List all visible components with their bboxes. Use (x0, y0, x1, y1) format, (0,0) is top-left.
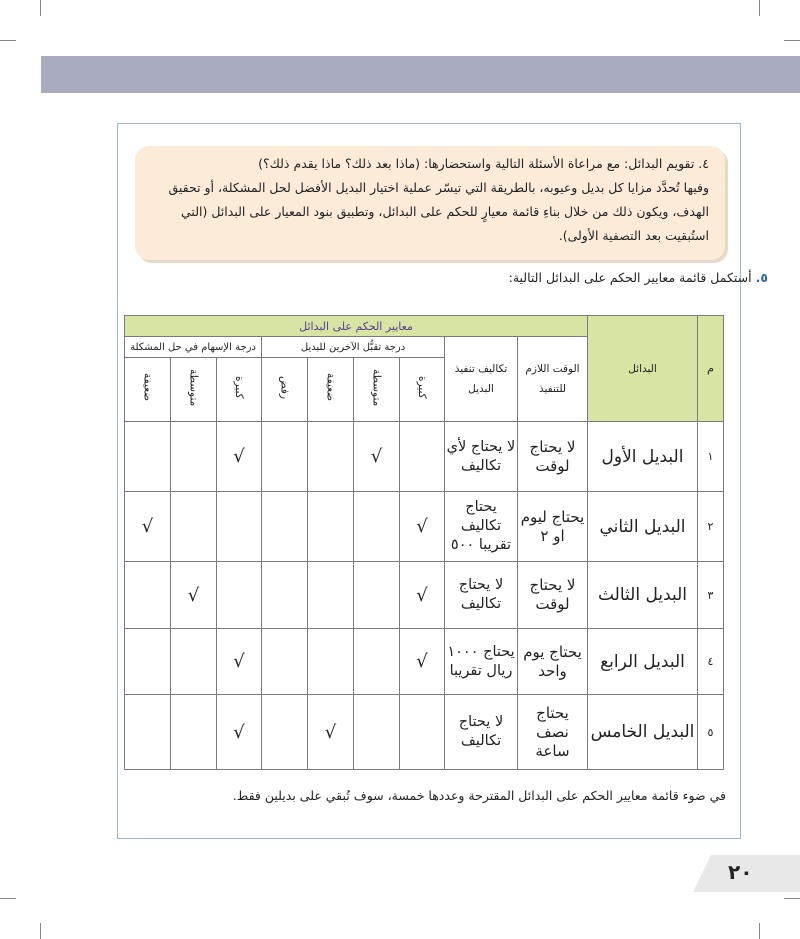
alternative-name: البديل الثاني (588, 492, 698, 562)
crop-mark (40, 0, 41, 16)
acceptance-cell[interactable] (262, 562, 308, 629)
cost-value[interactable]: يحتاج ١٠٠٠ ريال تقريبا (445, 629, 518, 695)
row-number: ٥ (698, 695, 724, 770)
crop-mark (759, 923, 760, 939)
table-row (125, 695, 724, 770)
contribution-cell[interactable]: √ (125, 492, 171, 562)
acceptance-cell[interactable] (400, 422, 445, 492)
contribution-cell[interactable]: √ (171, 562, 217, 629)
question-number: ٥. (755, 270, 768, 285)
alternative-name: البديل الرابع (588, 629, 698, 695)
acceptance-cell[interactable]: √ (400, 492, 445, 562)
time-value[interactable]: لا يحتاج لوقت (518, 562, 588, 629)
row-number: ١ (698, 422, 724, 492)
acceptance-cell[interactable]: √ (354, 422, 400, 492)
page-number: ٢٠ (728, 860, 753, 884)
col-header-time: الوقت اللازم للتنفيذ (518, 337, 588, 422)
alternative-name: البديل الأول (588, 422, 698, 492)
time-value[interactable]: يحتاج نصف ساعة (518, 695, 588, 770)
contribution-cell[interactable] (171, 695, 217, 770)
criteria-table (124, 315, 724, 770)
crop-mark (759, 0, 760, 16)
bottom-note: في ضوء قائمة معايير الحكم على البدائل المقترحة وعددها خمسة، سوف تُبقي على بديلين فقط. (232, 788, 726, 803)
acceptance-level-weak: ضعيفة (324, 373, 337, 402)
acceptance-cell[interactable] (308, 422, 354, 492)
contribution-cell[interactable]: √ (217, 629, 262, 695)
table-title: معايير الحكم على البدائل (125, 316, 588, 337)
time-value[interactable]: يحتاج يوم واحد (518, 629, 588, 695)
acceptance-cell[interactable] (262, 695, 308, 770)
col-header-alternatives: البدائل (588, 316, 698, 422)
acceptance-cell[interactable] (354, 492, 400, 562)
crop-mark (0, 40, 16, 41)
table-row (125, 629, 724, 695)
contribution-cell[interactable] (217, 562, 262, 629)
alternative-name: البديل الخامس (588, 695, 698, 770)
time-value[interactable]: يحتاج ليوم او ٢ (518, 492, 588, 562)
contribution-cell[interactable] (125, 629, 171, 695)
acceptance-level-reject: رفض (278, 376, 291, 399)
instruction-line: استُبقيت بعد التصفية الأولى). (558, 228, 709, 243)
header-band (41, 56, 800, 93)
row-number: ٤ (698, 629, 724, 695)
cost-value[interactable]: لا يحتاج تكاليف (445, 695, 518, 770)
acceptance-cell[interactable] (262, 492, 308, 562)
table-row (125, 562, 724, 629)
acceptance-cell[interactable] (262, 422, 308, 492)
question-text: أستكمل قائمة معايير الحكم على البدائل التالية: (508, 270, 752, 285)
group-header-contribution: درجة الإسهام في حل المشكلة (125, 337, 262, 358)
row-number: ٣ (698, 562, 724, 629)
col-header-m: م (698, 316, 724, 422)
contribution-cell[interactable] (125, 422, 171, 492)
table-row (125, 422, 724, 492)
table-row (125, 492, 724, 562)
col-header-cost: تكاليف تنفيذ البديل (445, 337, 518, 422)
alternative-name: البديل الثالث (588, 562, 698, 629)
contribution-level-medium: متوسطة (187, 368, 200, 407)
acceptance-cell[interactable] (400, 695, 445, 770)
acceptance-cell[interactable] (262, 629, 308, 695)
instruction-line: الهدف، ويكون ذلك من خلال بناءِ قائمة معيارٍ للحكم على البدائل، وتطبيق بنود المعيار على البدائل (التي (181, 204, 709, 219)
contribution-cell[interactable] (171, 492, 217, 562)
acceptance-cell[interactable] (354, 629, 400, 695)
acceptance-cell[interactable] (354, 695, 400, 770)
acceptance-cell[interactable] (354, 562, 400, 629)
acceptance-cell[interactable]: √ (308, 695, 354, 770)
acceptance-level-medium: متوسطة (370, 368, 383, 407)
contribution-cell[interactable] (217, 492, 262, 562)
contribution-cell[interactable]: √ (217, 422, 262, 492)
acceptance-cell[interactable]: √ (400, 629, 445, 695)
cost-value[interactable]: يحتاج تكاليف تقريبا ٥٠٠ (445, 492, 518, 562)
contribution-cell[interactable] (125, 562, 171, 629)
instruction-box (135, 146, 725, 260)
row-number: ٢ (698, 492, 724, 562)
acceptance-cell[interactable]: √ (400, 562, 445, 629)
acceptance-cell[interactable] (308, 562, 354, 629)
acceptance-level-large: كبيرة (416, 376, 428, 399)
contribution-cell[interactable] (125, 695, 171, 770)
crop-mark (784, 898, 800, 899)
instruction-line: ٤. تقويم البدائل: مع مراعاة الأسئلة التالية واستحضارها: (ماذا بعد ذلك؟ ماذا يقدم ذلك؟) (258, 156, 709, 171)
contribution-level-weak: ضعيفة (141, 373, 154, 402)
question-5 (509, 270, 768, 285)
crop-mark (784, 40, 800, 41)
contribution-cell[interactable] (171, 422, 217, 492)
crop-mark (0, 898, 16, 899)
acceptance-cell[interactable] (308, 492, 354, 562)
contribution-cell[interactable]: √ (217, 695, 262, 770)
instruction-line: وفيها تُحدَّد مزايا كل بديل وعيوبه، بالطريقة التي تيسّر عملية اختيار البديل الأفضل لحل المشكلة، أو تحقيق (168, 180, 709, 195)
cost-value[interactable]: لا يحتاج تكاليف (445, 562, 518, 629)
group-header-acceptance: درجة تقبُّل الآخرين للبديل (262, 337, 445, 358)
cost-value[interactable]: لا يحتاج لأي تكاليف (445, 422, 518, 492)
time-value[interactable]: لا يحتاج لوقت (518, 422, 588, 492)
crop-mark (40, 923, 41, 939)
acceptance-cell[interactable] (308, 629, 354, 695)
instruction-text (149, 152, 709, 248)
contribution-cell[interactable] (171, 629, 217, 695)
contribution-level-large: كبيرة (233, 376, 245, 399)
